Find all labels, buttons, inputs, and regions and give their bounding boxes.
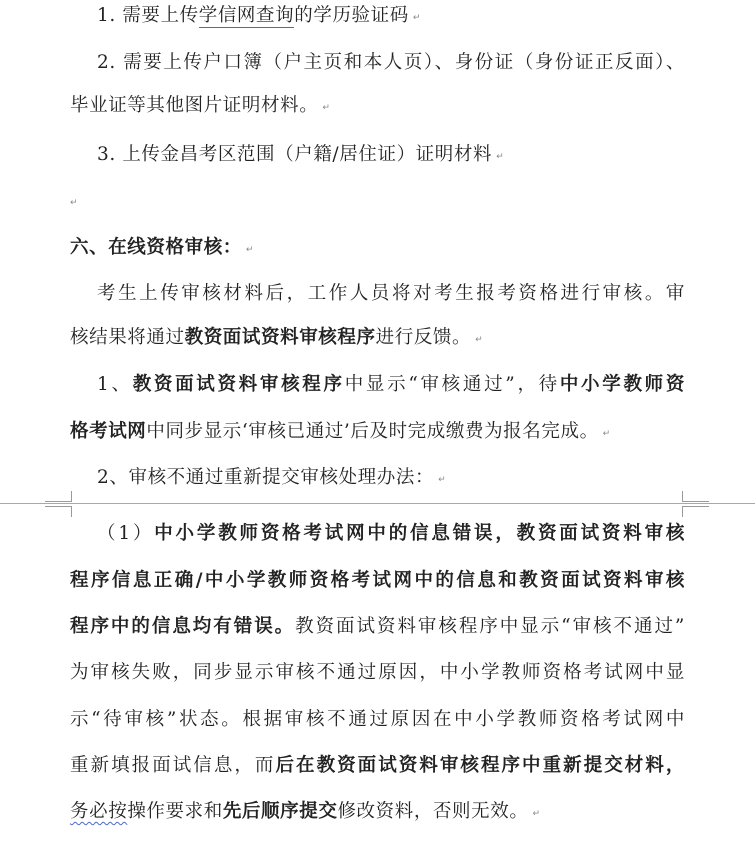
- page-corner-mark: [45, 491, 72, 502]
- paragraph-mark-icon: ↵: [245, 245, 254, 255]
- point-2: [97, 464, 685, 494]
- sub-1-text-3: 教资面试资料审核程序中显示“审核不通过”: [295, 616, 685, 637]
- paragraph-mark-icon: ↵: [412, 13, 421, 23]
- sub-1-text-6: 重新填报面试信息，而: [70, 755, 276, 776]
- point-1-bold-3: 格考试网: [70, 421, 147, 442]
- point-1-bold-2: 中小学教师资: [559, 374, 685, 395]
- sub-1-line-6: [70, 752, 685, 780]
- page-corner-mark: [45, 506, 72, 517]
- list-item-2-line-2: [70, 92, 685, 122]
- proofing-flagged-text: 务必按: [70, 801, 128, 822]
- intro-text-end: 进行反馈。: [375, 327, 472, 348]
- sub-1-bold-6: 后在教资面试资料审核程序中重新提交材料，: [275, 755, 685, 776]
- sub-1-line-3: [70, 613, 685, 641]
- sub-1-line-5: 示“待审核”状态。根据审核不通过原因在中小学教师资格考试网中: [70, 709, 685, 730]
- sub-1-line-4: 为审核失败，同步显示审核不通过原因，中小学教师资格考试网中显: [70, 662, 685, 683]
- sub-1-bold-2: 程序信息正确/中小学教师资格考试网中的信息和教资面试资料审核: [70, 570, 685, 591]
- section-heading-text: 六、在线资格审核：: [70, 237, 242, 258]
- paragraph-mark-icon: ↵: [602, 429, 611, 439]
- point-1-line-2: [70, 418, 685, 448]
- paragraph-mark-icon: ↵: [438, 475, 446, 485]
- sub-1-text-7a: 操作要求和: [127, 801, 223, 822]
- item-1-text-end: 的学历验证码: [294, 5, 409, 26]
- sub-1-bold-3: 程序中的信息均有错误。: [70, 616, 296, 637]
- intro-text: 核结果将通过: [70, 327, 185, 348]
- paragraph-mark-icon: ↵: [322, 103, 330, 113]
- item-2-text-end: 毕业证等其他图片证明材料。: [70, 95, 319, 116]
- point-1-line-1: [97, 371, 685, 399]
- paragraph-mark-icon: ↵: [70, 198, 78, 208]
- point-1-text-1: 中显示“审核通过”，待: [344, 374, 560, 395]
- intro-bold-text: 教资面试资料审核程序: [184, 327, 376, 348]
- sub-1-text-7b: 修改资料，否则无效。: [337, 801, 529, 822]
- intro-line-1: 考生上传审核材料后，工作人员将对考生报考资格进行审核。审: [97, 283, 685, 304]
- list-item-1: [97, 2, 685, 32]
- page-break-line: [0, 503, 755, 504]
- sub-1-num: （1）: [97, 523, 155, 544]
- sub-1-bold-7: 先后顺序提交: [222, 801, 338, 822]
- list-item-3: [97, 141, 685, 171]
- paragraph-mark-icon: ↵: [475, 335, 483, 345]
- page-corner-mark: [682, 506, 709, 517]
- list-item-2-line-1: 2. 需要上传户口簿（户主页和本人页）、身份证（身份证正反面）、: [97, 52, 685, 73]
- section-6-heading: [70, 234, 685, 264]
- sub-1-line-7: [70, 798, 685, 828]
- sub-1-bold-1: 中小学教师资格考试网中的信息错误，教资面试资料审核: [154, 523, 685, 544]
- intro-line-2: [70, 324, 685, 354]
- item-1-text: 1. 需要上传: [97, 5, 199, 26]
- page-corner-mark: [682, 491, 709, 502]
- paragraph-mark-icon: ↵: [496, 152, 504, 162]
- xuexin-link-text: 学信网查询: [198, 5, 295, 26]
- paragraph-mark-icon: ↵: [532, 809, 540, 819]
- sub-1-line-2: [70, 567, 685, 595]
- item-3-text: 3. 上传金昌考区范围（户籍/居住证）证明材料: [97, 144, 493, 165]
- point-1-text-2: 中同步显示‘审核已通过’后及时完成缴费为报名完成。: [146, 421, 599, 442]
- sub-1-line-1: [97, 520, 685, 548]
- point-2-text: 2、审核不通过重新提交审核处理办法：: [97, 467, 435, 488]
- point-1-num: 1、: [97, 374, 133, 395]
- empty-paragraph: [70, 187, 685, 217]
- point-1-bold-1: 教资面试资料审核程序: [132, 374, 345, 395]
